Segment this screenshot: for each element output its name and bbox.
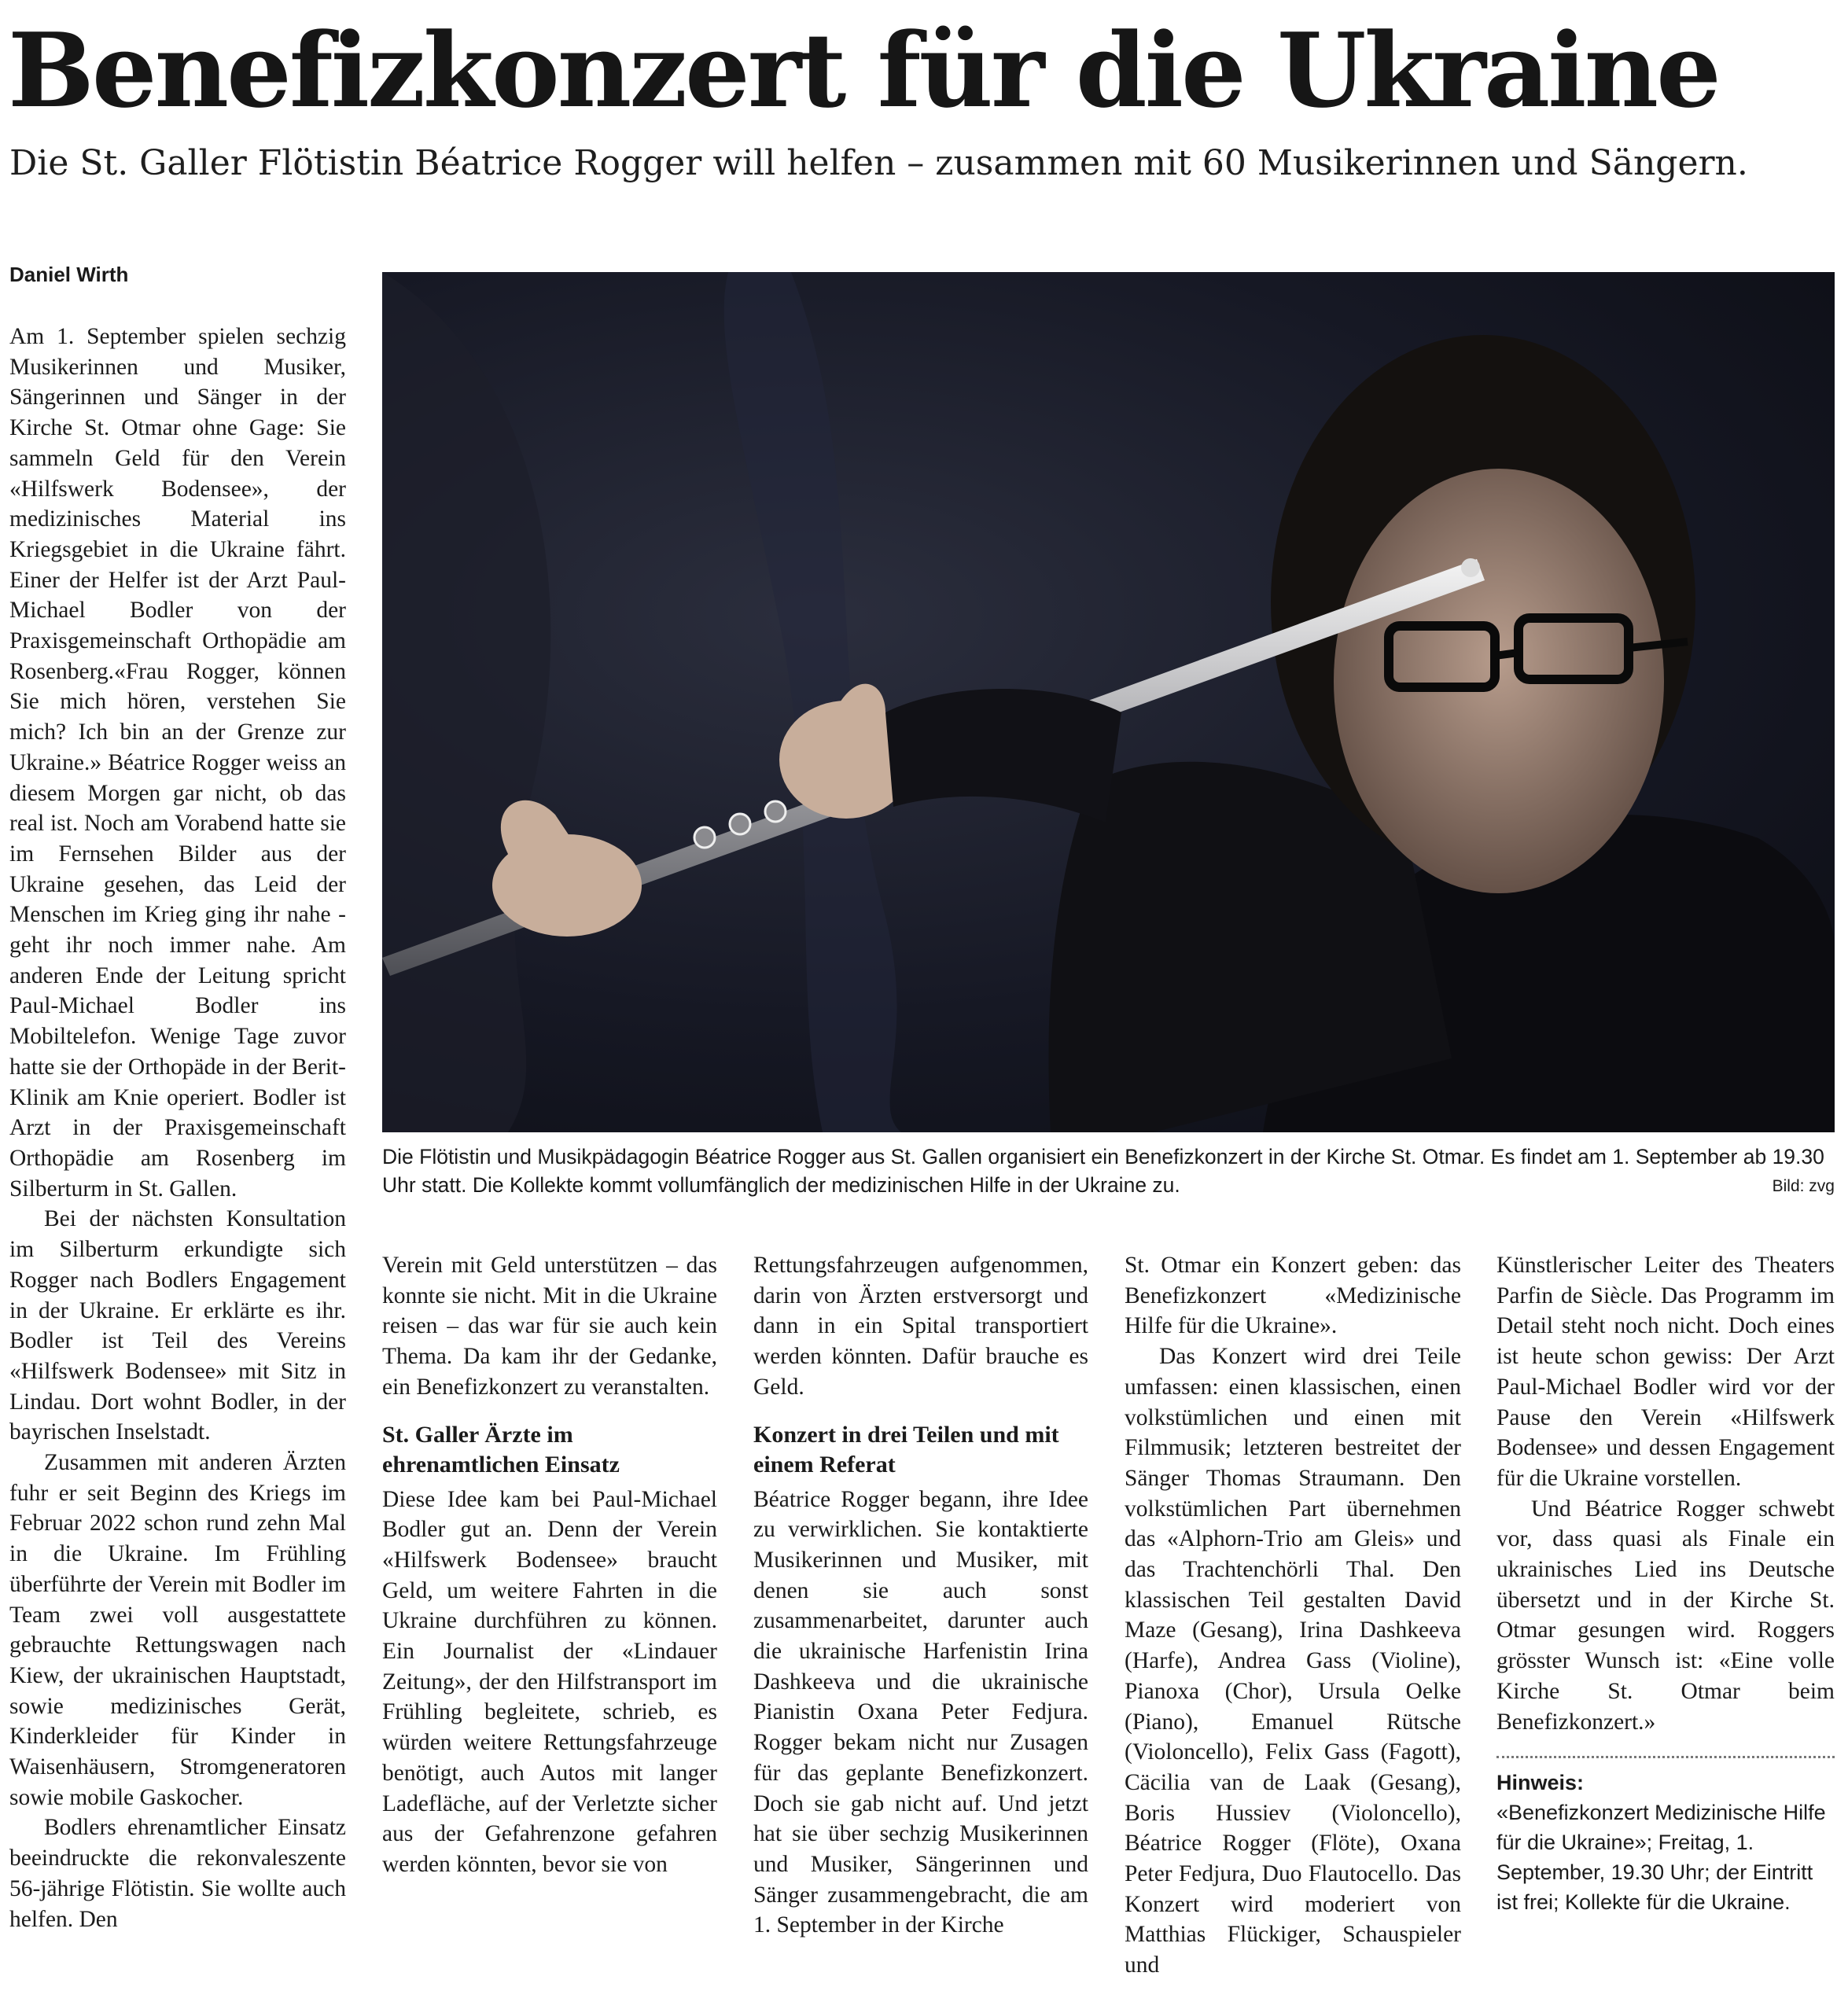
text-column-2 <box>382 1250 717 1880</box>
paragraph: Diese Idee kam bei Paul-Michael Bodler gut an. Denn der Verein «Hilfswerk Bodensee» braucht Geld, um weitere Fahrten in die Ukraine durchführen zu können. Ein Journalist der «Lindauer Zeitung», der den Hilfstransport im Frühling begleitete, schrieb, es würden weitere Rettungsfahrzeuge benötigt, auch Autos mit langer Ladefläche, auf der Verletzte sicher aus der Gefahrenzone gefahren werden könnten, bevor sie von <box>382 1486 717 1877</box>
section-heading: St. Galler Ärzte im ehrenamtlichen Einsatz <box>382 1421 620 1478</box>
paragraph: Zusammen mit anderen Ärzten fuhr er seit Beginn des Kriegs im Februar 2022 schon rund zehn Mal in die Ukraine. Im Frühling überführte der Verein mit Bodler im Team zwei voll ausgestattete gebrauchte Rettungswagen nach Kiew, der ukrainischen Hauptstadt, sowie medizinisches Gerät, Kinderkleider für Kinder in Waisenhäusern, Stromgeneratoren sowie mobile Gaskocher. <box>9 1450 346 1810</box>
section-heading: Konzert in drei Teilen und mit einem Referat <box>753 1421 1059 1478</box>
paragraph: Das Konzert wird drei Teile umfassen: einen klassischen, einen volkstümlichen und einen mit Filmmusik; letzteren bestreitet der Sänger Thomas Straumann. Den volkstümlichen Part übernehmen das «Alphorn-Trio am Gleis» und das Trachtenchörli Thal. Den klassischen Teil gestalten David Maze (Gesang), Irina Dashkeeva (Harfe), Andrea Gass (Violine), Pianoxa (Chor), Ursula Oelke (Piano), Emanuel Rütsche (Violoncello), Felix Gass (Fagott), Cäcilia van de Laak (Gesang), Boris Hussiev (Violoncello), Béatrice Rogger (Flöte), Oxana Peter Fedjura, Duo Flautocello. Das Konzert wird moderiert von Matthias Flückiger, Schauspieler und <box>1125 1344 1461 1978</box>
paragraph: Verein mit Geld unterstützen – das konnte sie nicht. Mit in die Ukraine reisen – das war für sie auch kein Thema. Da kam ihr der Gedanke, ein Benefizkonzert zu veranstalten. <box>382 1253 717 1400</box>
photo-caption: Die Flötistin und Musikpädagogin Béatrice Rogger aus St. Gallen organisiert ein Benefizkonzert in der Kirche St. Otmar. Es findet am 1. September ab 19.30 Uhr statt. Die Kollekte kommt vollumfänglich der medizinischen Hilfe in der Ukraine zu. <box>382 1145 1824 1197</box>
text-column-5 <box>1496 1250 1835 1917</box>
subheadline: Die St. Galler Flötistin Béatrice Rogger will helfen – zusammen mit 60 Musikerinnen und Sängern. <box>9 143 1748 183</box>
text-column-1 <box>9 322 346 1934</box>
note-text: «Benefizkonzert Medizinische Hilfe für die Ukraine»; Freitag, 1. September, 19.30 Uhr; der Eintritt ist frei; Kollekte für die Ukraine. <box>1496 1801 1826 1915</box>
flutist-photo <box>382 272 1835 1132</box>
text-column-3 <box>753 1250 1088 1941</box>
paragraph: Béatrice Rogger begann, ihre Idee zu verwirklichen. Sie kontaktierte Musikerinnen und Musiker, mit denen sie auch sonst zusammenarbeitet, darunter auch die ukrainische Harfenistin Irina Dashkeeva und die ukrainische Pianistin Oxana Peter Fedjura. Rogger bekam nicht nur Zusagen für das geplante Benefizkonzert. Doch sie gab nicht auf. Und jetzt hat sie über sechzig Musikerinnen und Musiker, Sängerinnen und Sänger zusammengebracht, die am 1. September in der Kirche <box>753 1486 1088 1938</box>
headline: Benefizkonzert für die Ukraine <box>8 10 1719 131</box>
photo-credit: Bild: zvg <box>1772 1177 1835 1195</box>
info-note <box>1496 1768 1835 1917</box>
author-byline: Daniel Wirth <box>9 263 129 286</box>
paragraph: St. Otmar ein Konzert geben: das Benefizkonzert «Medizinische Hilfe für die Ukraine». <box>1125 1253 1461 1339</box>
note-label: Hinweis: <box>1496 1771 1585 1795</box>
dotted-divider <box>1496 1756 1835 1758</box>
paragraph: Am 1. September spielen sechzig Musikerinnen und Musiker, Sängerinnen und Sänger in der Kirche St. Otmar ohne Gage: Sie sammeln Geld für den Verein «Hilfswerk Bodensee», der medizinisches Material ins Kriegsgebiet in die Ukraine fährt. Einer der Helfer ist der Arzt Paul-Michael Bodler von der Praxisgemeinschaft Orthopädie am Rosenberg.«Frau Rogger, können Sie mich hören, verstehen Sie mich? Ich bin an der Grenze zur Ukraine.» Béatrice Rogger weiss an diesem Morgen gar nicht, ob das real ist. Noch am Vorabend hatte sie im Fernsehen Bilder aus der Ukraine gesehen, das Leid der Menschen im Krieg ging ihr nahe - geht ihr noch immer nahe. Am anderen Ende der Leitung spricht Paul-Michael Bodler ins Mobiltelefon. Wenige Tage zuvor hatte sie der Orthopäde in der Berit-Klinik am Knie operiert. Bodler ist Arzt in der Praxisgemeinschaft Orthopädie am Rosenberg im Silberturm in St. Gallen. <box>9 324 346 1202</box>
paragraph: Bodlers ehrenamtlicher Einsatz beeindruckte die rekonvaleszente 56-jährige Flötistin. Sie wollte auch helfen. Den <box>9 1815 346 1932</box>
paragraph: Rettungsfahrzeugen aufgenommen, darin von Ärzten erstversorgt und dann in ein Spital transportiert werden könnten. Dafür brauche es Geld. <box>753 1253 1088 1400</box>
text-column-4 <box>1125 1250 1461 1981</box>
paragraph: Bei der nächsten Konsultation im Silberturm erkundigte sich Rogger nach Bodlers Engagement in der Ukraine. Er erklärte es ihr. Bodler ist Teil des Vereins «Hilfswerk Bodensee» mit Sitz in Lindau. Dort wohnt Bodler, in der bayrischen Inselstadt. <box>9 1206 346 1445</box>
flutist-illustration <box>382 272 1835 1132</box>
paragraph: Künstlerischer Leiter des Theaters Parfin de Siècle. Das Programm im Detail steht noch nicht. Doch eines ist heute schon gewiss: Der Arzt Paul-Michael Bodler wird vor der Pause den Verein «Hilfswerk Bodensee» und dessen Engagement für die Ukraine vorstellen. <box>1496 1253 1835 1491</box>
paragraph: Und Béatrice Rogger schwebt vor, dass quasi als Finale ein ukrainisches Lied ins Deutsche übersetzt und in der Kirche St. Otmar gesungen wird. Roggers grösster Wunsch ist: «Eine volle Kirche St. Otmar beim Benefizkonzert.» <box>1496 1496 1835 1735</box>
